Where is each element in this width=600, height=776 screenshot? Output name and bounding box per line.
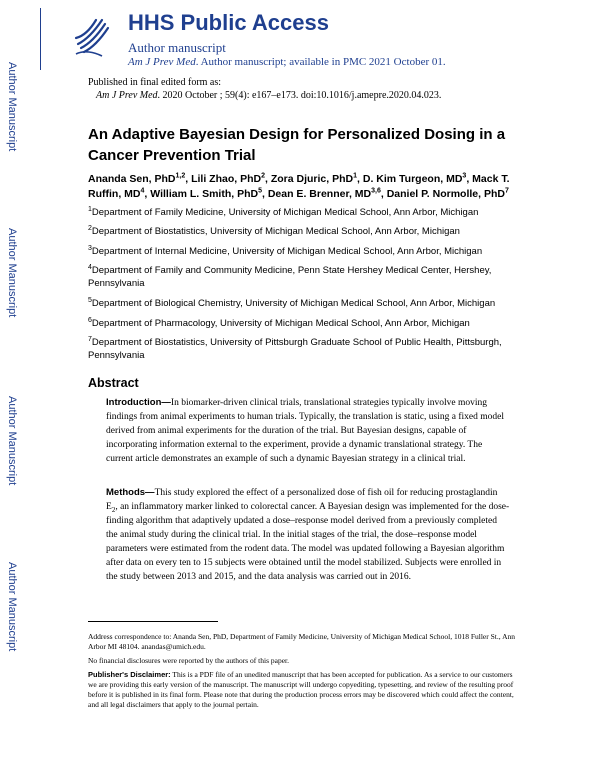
introduction-label: Introduction— — [106, 397, 171, 408]
abstract-heading: Abstract — [88, 376, 139, 390]
affiliation: $^1$Department of Family Medicine, University of Michigan Medical School, Ann Arbor, Michigan — [88, 205, 479, 218]
citation — [88, 89, 441, 102]
author: Zora Djuric, PhD$^1$, — [270, 172, 363, 185]
journal-name: Am J Prev Med — [128, 56, 196, 68]
author: William L. Smith, PhD$^5$, — [150, 187, 268, 200]
author-manuscript-label: Author Manuscript — [6, 562, 18, 652]
affiliation: $^4$Department of Family and Community Medicine, Penn State Hershey Medical Center, Hershey, Pennsylvania — [88, 263, 492, 289]
abstract-introduction — [106, 396, 510, 466]
affiliation: $^3$Department of Internal Medicine, University of Michigan Medical School, Ann Arbor, Michigan — [88, 244, 483, 257]
affiliation: $^2$Department of Biostatistics, University of Michigan Medical School, Ann Arbor, Michigan — [88, 224, 460, 237]
author: Daniel P. Normolle, PhD$^7$ — [386, 187, 509, 200]
availability-line — [128, 56, 446, 68]
affiliation: $^6$Department of Pharmacology, University of Michigan Medical School, Ann Arbor, Michigan — [88, 316, 470, 329]
author: Mack T. Ruffin, $MD^4$, — [88, 173, 510, 200]
author-manuscript-subtitle: Author manuscript — [128, 40, 226, 55]
article-title: An Adaptive Bayesian Design for Personalized Dosing in a Cancer Prevention Trial — [88, 126, 506, 164]
affiliation: $^5$Department of Biological Chemistry, University of Michigan Medical School, Ann Arbor, Michigan — [88, 296, 496, 309]
hhs-eagle-logo-icon — [72, 14, 112, 58]
availability-text: . Author manuscript; available in PMC 2021 October 01. — [195, 56, 446, 68]
methods-label: Methods— — [106, 487, 155, 498]
sidebar — [0, 0, 38, 776]
disclosure-footnote: No financial disclosures were reported by the authors of this paper. — [88, 656, 289, 665]
author-manuscript-label: Author Manuscript — [6, 396, 18, 486]
author: Ananda Sen, PhD$^{1,2}$, — [88, 172, 192, 185]
header-divider — [40, 8, 41, 70]
abstract-methods: Methods—This study explored the effect of a personalized dose of fish oil for reducing prostaglandin $E_2$, an inflammatory marker linked to colorectal cancer. A Bayesian design was implemented for the dose-finding algorithm that adaptively updated a dose–response model derived from a previously completed the animal study during the clinical trial. In the initial stages of the trial, the dose–response model parameters were estimated from the rodent data. The model was updated following a Bayesian algorithm after data on every ten to 15 subjects were obtained until the model stabilized. Subjects were enrolled in the study between 2013 and 2015, and the data analysis was carried out in 2016. — [106, 487, 510, 582]
citation-details: . 2020 October ; 59(4): e167–e173. doi:10.1016/j.amepre.2020.04.023. — [157, 90, 442, 101]
author: D. Kim Turgeon, $MD^3$, — [362, 172, 473, 185]
author-manuscript-label: Author Manuscript — [6, 62, 18, 152]
author: Lili Zhao, PhD$^2$, — [191, 172, 271, 185]
publication-info — [88, 76, 441, 102]
author: Dean E. Brenner, MD$^{3,6}$, — [267, 187, 387, 200]
introduction-text: In biomarker-driven clinical trials, translational strategies typically involve moving findings from animal experiments to human trials. Typically, the translation is static, using a fixed model derived from animal experiments for the duration of the trial. But Bayesian designs, capable of incorporating information external to the experiment, provide a dynamic translational strategy. The current article demonstrates an example of such a dynamic Bayesian strategy in a clinical trial. — [106, 398, 504, 464]
author-list — [88, 172, 518, 202]
citation-journal: Am J Prev Med — [96, 90, 158, 101]
publisher-disclaimer — [88, 670, 518, 710]
affiliation: $^7$Department of Biostatistics, University of Pittsburgh Graduate School of Public Health, Pittsburgh, Pennsylvania — [88, 335, 502, 361]
disclaimer-label: Publisher's Disclaimer: — [88, 670, 171, 679]
published-in-label: Published in final edited form as: — [88, 77, 222, 88]
hhs-public-access-title: HHS Public Access — [128, 10, 329, 35]
disclaimer-text: This is a PDF file of an unedited manuscript that has been accepted for publication. As a service to our customers we are providing this early version of the manuscript. The manuscript will undergo copyediting, typesetting, and review of the resulting proof before it is published in its final form. Please note that during the production process errors may be discovered which could affect the content, and all legal disclaimers that apply to the journal pertain. — [88, 670, 514, 709]
footnote-divider — [88, 621, 218, 622]
correspondence-footnote: Address correspondence to: Ananda Sen, PhD, Department of Family Medicine, University of Michigan Medical School, 1018 Fuller St., Ann Arbor MI 48104. anandas@umich.edu. — [88, 632, 516, 651]
author-manuscript-label: Author Manuscript — [6, 228, 18, 318]
